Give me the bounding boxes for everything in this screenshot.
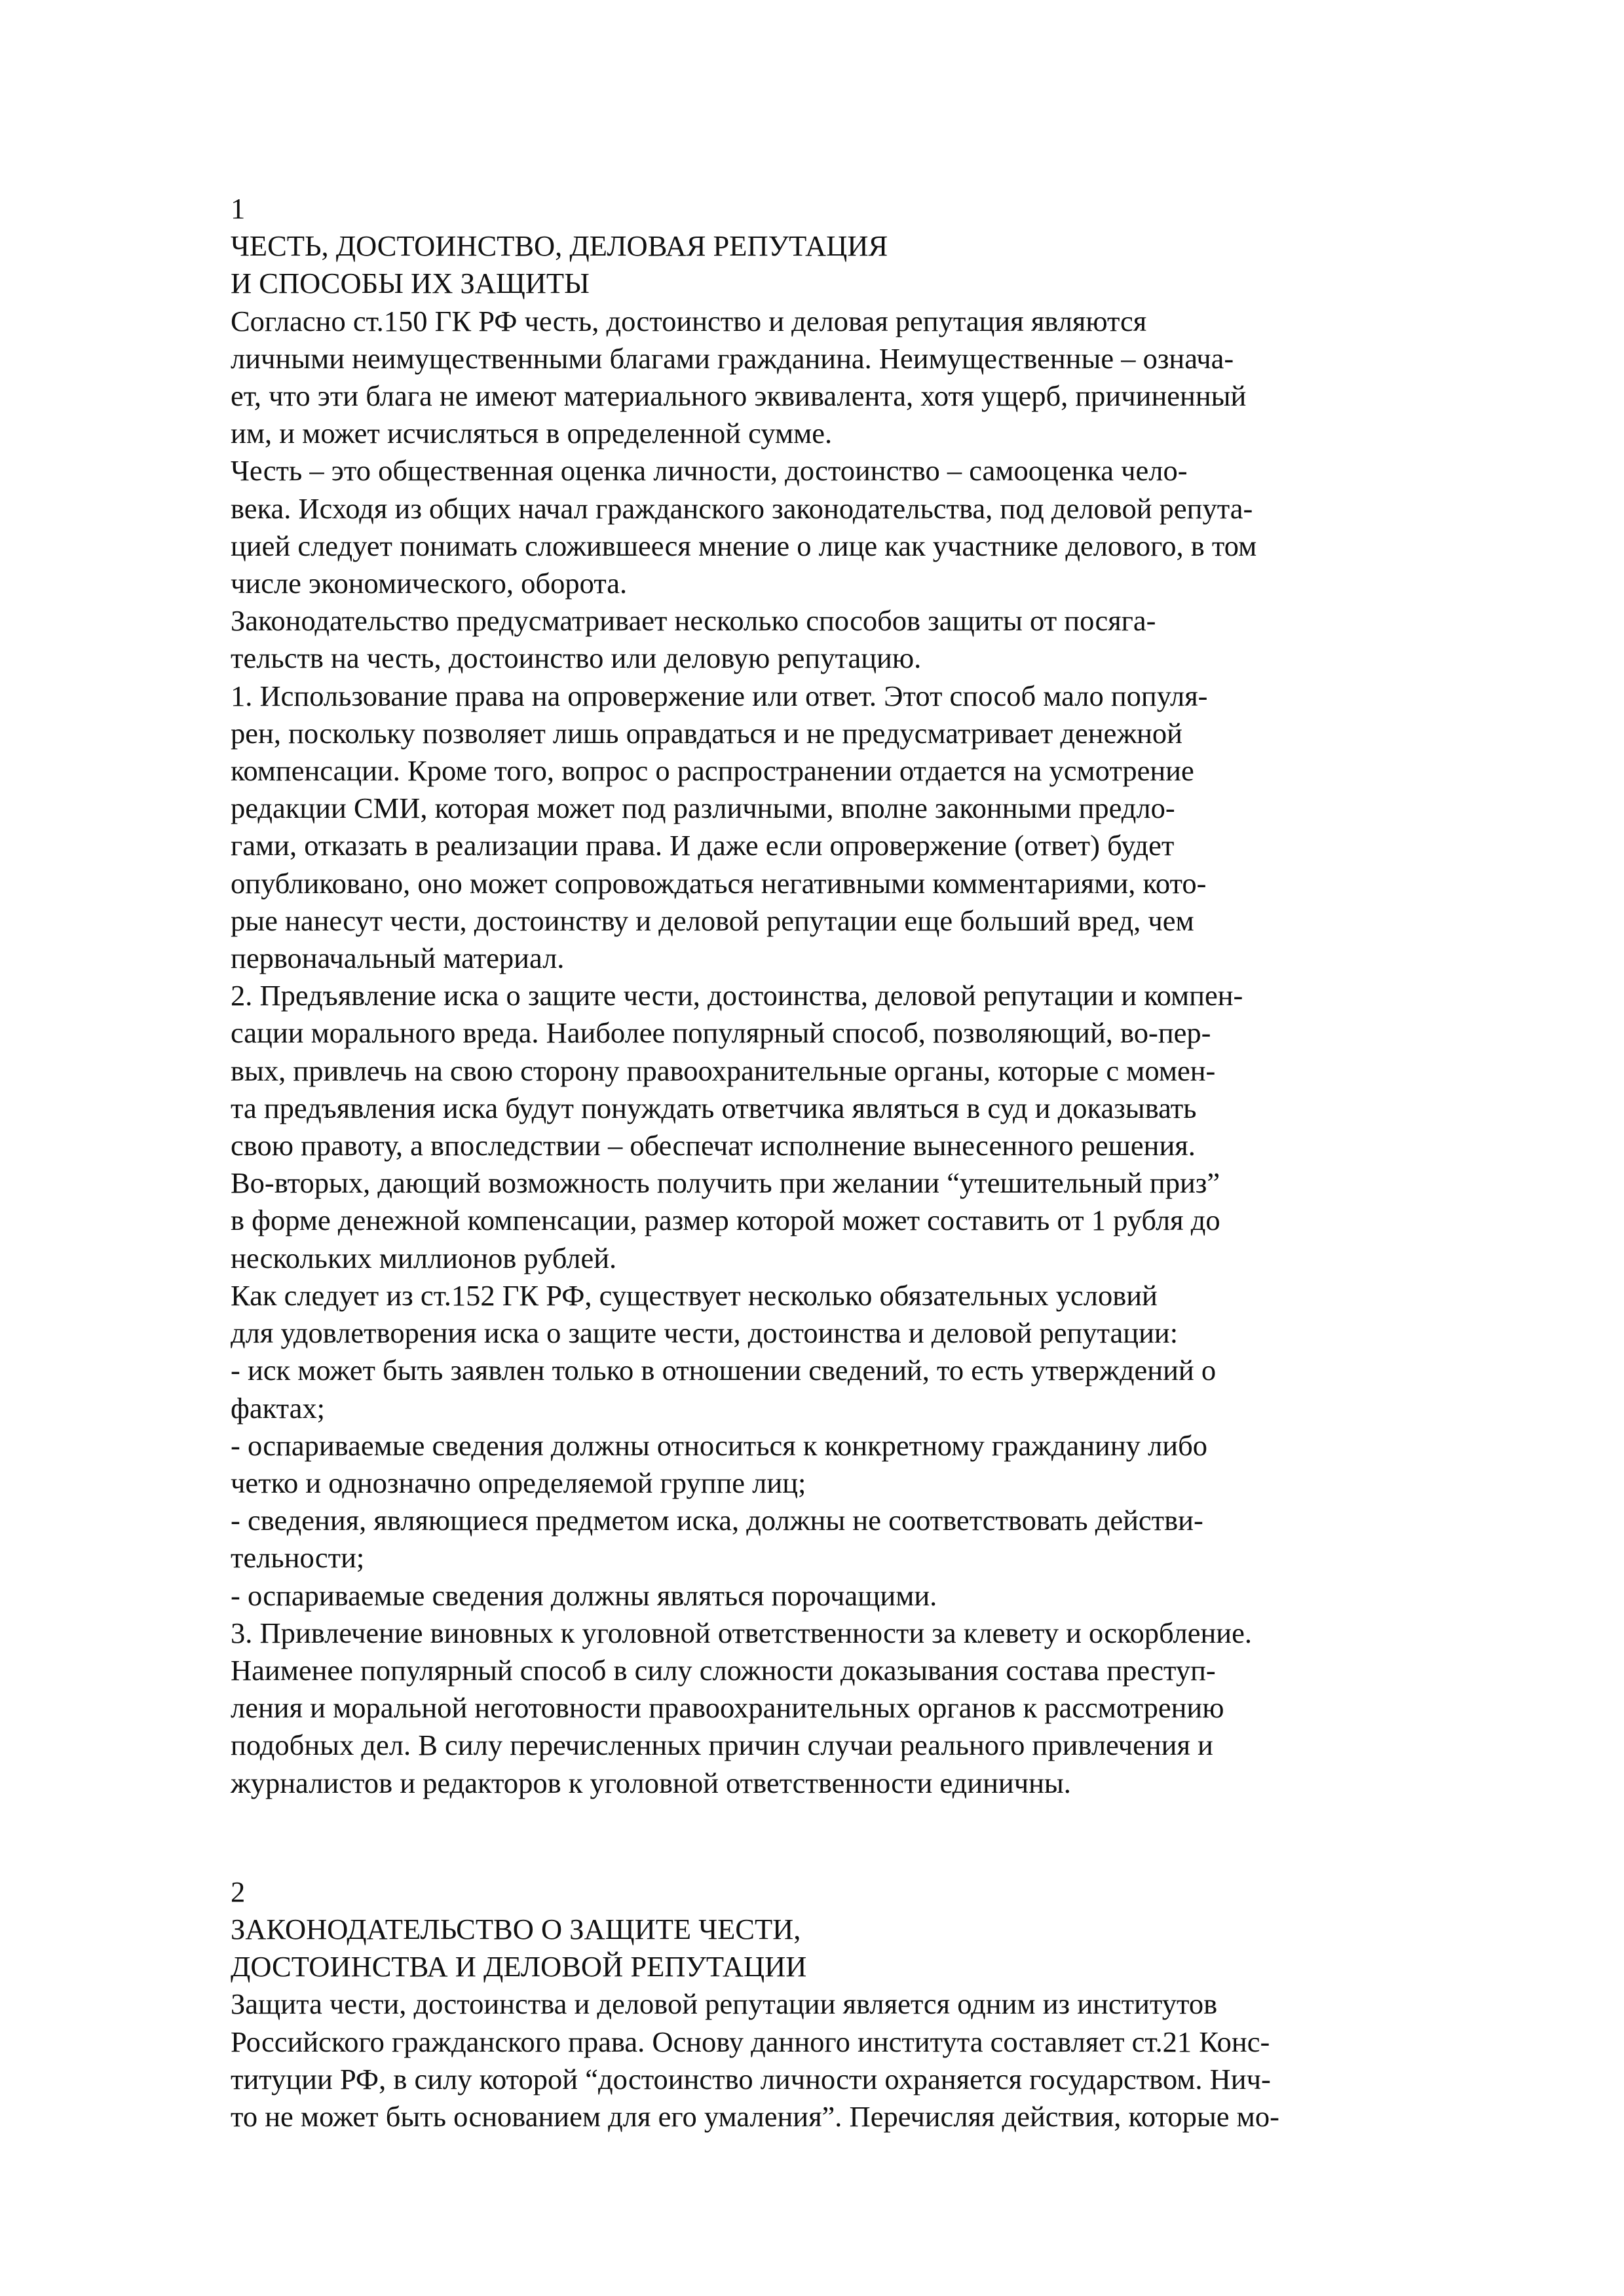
- text-line: опубликовано, оно может сопровождаться негативными комментариями, кото-: [231, 866, 1207, 900]
- text-line: Согласно ст.150 ГК РФ честь, достоинство и деловая репутация являются: [231, 304, 1147, 337]
- text-line: - оспариваемые сведения должны являться порочащими.: [231, 1578, 937, 1612]
- text-line: первоначальный материал.: [231, 942, 565, 975]
- text-line: свою правоту, а впоследствии – обеспечат исполнение вынесенного решения.: [231, 1129, 1196, 1162]
- text-line: - сведения, являющиеся предметом иска, должны не соответствовать действи-: [231, 1504, 1203, 1537]
- section-heading-line: И СПОСОБЫ ИХ ЗАЩИТЫ: [231, 267, 590, 300]
- text-line: им, и может исчисляться в определенной сумме.: [231, 417, 833, 450]
- text-line: сации морального вреда. Наиболее популярный способ, позволяющий, во-пер-: [231, 1016, 1211, 1050]
- text-line: 3. Привлечение виновных к уголовной ответственности за клевету и оскорбление.: [231, 1616, 1252, 1649]
- text-line: ления и моральной неготовности правоохранительных органов к рассмотрению: [231, 1691, 1224, 1725]
- section-heading-line: ЗАКОНОДАТЕЛЬСТВО О ЗАЩИТЕ ЧЕСТИ,: [231, 1912, 801, 1945]
- text-line: та предъявления иска будут понуждать ответчика являться в суд и доказывать: [231, 1091, 1197, 1124]
- text-line: ет, что эти блага не имеют материального эквивалента, хотя ущерб, причиненный: [231, 379, 1247, 413]
- text-line: нескольких миллионов рублей.: [231, 1241, 617, 1274]
- text-line: для удовлетворения иска о защите чести, достоинства и деловой репутации:: [231, 1316, 1179, 1350]
- text-line: то не может быть основанием для его умаления”. Перечисляя действия, которые мо-: [231, 2099, 1279, 2133]
- section-1: [231, 190, 1475, 1802]
- text-line: четко и однозначно определяемой группе лиц;: [231, 1466, 806, 1499]
- text-line: - оспариваемые сведения должны относиться к конкретному гражданину либо: [231, 1428, 1207, 1462]
- text-line: подобных дел. В силу перечисленных причин случаи реального привлечения и: [231, 1729, 1213, 1762]
- section-heading-line: ДОСТОИНСТВА И ДЕЛОВОЙ РЕПУТАЦИИ: [231, 1950, 807, 1983]
- text-line: журналистов и редакторов к уголовной ответственности единичны.: [231, 1766, 1071, 1799]
- text-line: Законодательство предусматривает несколько способов защиты от посяга-: [231, 604, 1156, 638]
- text-line: в форме денежной компенсации, размер которой может составить от 1 рубля до: [231, 1204, 1220, 1237]
- text-line: 1. Использование права на опровержение или ответ. Этот способ мало популя-: [231, 679, 1208, 712]
- text-line: века. Исходя из общих начал гражданского законодательства, под деловой репута-: [231, 491, 1253, 525]
- text-line: вых, привлечь на свою сторону правоохранительные органы, которые с момен-: [231, 1054, 1216, 1087]
- text-line: фактах;: [231, 1391, 325, 1425]
- text-line: цией следует понимать сложившееся мнение о лице как участнике делового, в том: [231, 529, 1257, 562]
- text-line: Наименее популярный способ в силу сложности доказывания состава преступ-: [231, 1653, 1216, 1687]
- text-line: рые нанесут чести, достоинству и деловой репутации еще больший вред, чем: [231, 904, 1194, 937]
- text-line: Как следует из ст.152 ГК РФ, существует несколько обязательных условий: [231, 1278, 1158, 1312]
- section-number: 1: [231, 192, 246, 225]
- section-number: 2: [231, 1875, 246, 1908]
- text-line: тельности;: [231, 1541, 365, 1575]
- document-page: [231, 190, 1475, 2135]
- section-2: [231, 1873, 1475, 2135]
- text-line: редакции СМИ, которая может под различными, вполне законными предло-: [231, 792, 1175, 825]
- section-heading-line: ЧЕСТЬ, ДОСТОИНСТВО, ДЕЛОВАЯ РЕПУТАЦИЯ: [231, 229, 888, 263]
- text-line: Российского гражданского права. Основу данного института составляет ст.21 Конс-: [231, 2025, 1270, 2058]
- text-line: 2. Предъявление иска о защите чести, достоинства, деловой репутации и компен-: [231, 979, 1243, 1012]
- text-line: тельств на честь, достоинство или деловую репутацию.: [231, 641, 922, 675]
- text-line: Во-вторых, дающий возможность получить при желании “утешительный приз”: [231, 1166, 1220, 1200]
- text-line: рен, поскольку позволяет лишь оправдаться и не предусматривает денежной: [231, 716, 1182, 750]
- text-line: личными неимущественными благами гражданина. Неимущественные – означа-: [231, 341, 1234, 375]
- text-line: числе экономического, оборота.: [231, 567, 628, 600]
- text-line: гами, отказать в реализации права. И даже если опровержение (ответ) будет: [231, 829, 1175, 862]
- text-line: титуции РФ, в силу которой “достоинство личности охраняется государством. Нич-: [231, 2062, 1271, 2095]
- text-line: компенсации. Кроме того, вопрос о распространении отдается на усмотрение: [231, 754, 1194, 788]
- text-line: Честь – это общественная оценка личности, достоинство – самооценка чело-: [231, 454, 1188, 488]
- text-line: Защита чести, достоинства и деловой репутации является одним из институтов: [231, 1987, 1218, 2021]
- text-line: - иск может быть заявлен только в отношении сведений, то есть утверждений о: [231, 1354, 1217, 1387]
- section-spacer: [231, 1802, 1475, 1873]
